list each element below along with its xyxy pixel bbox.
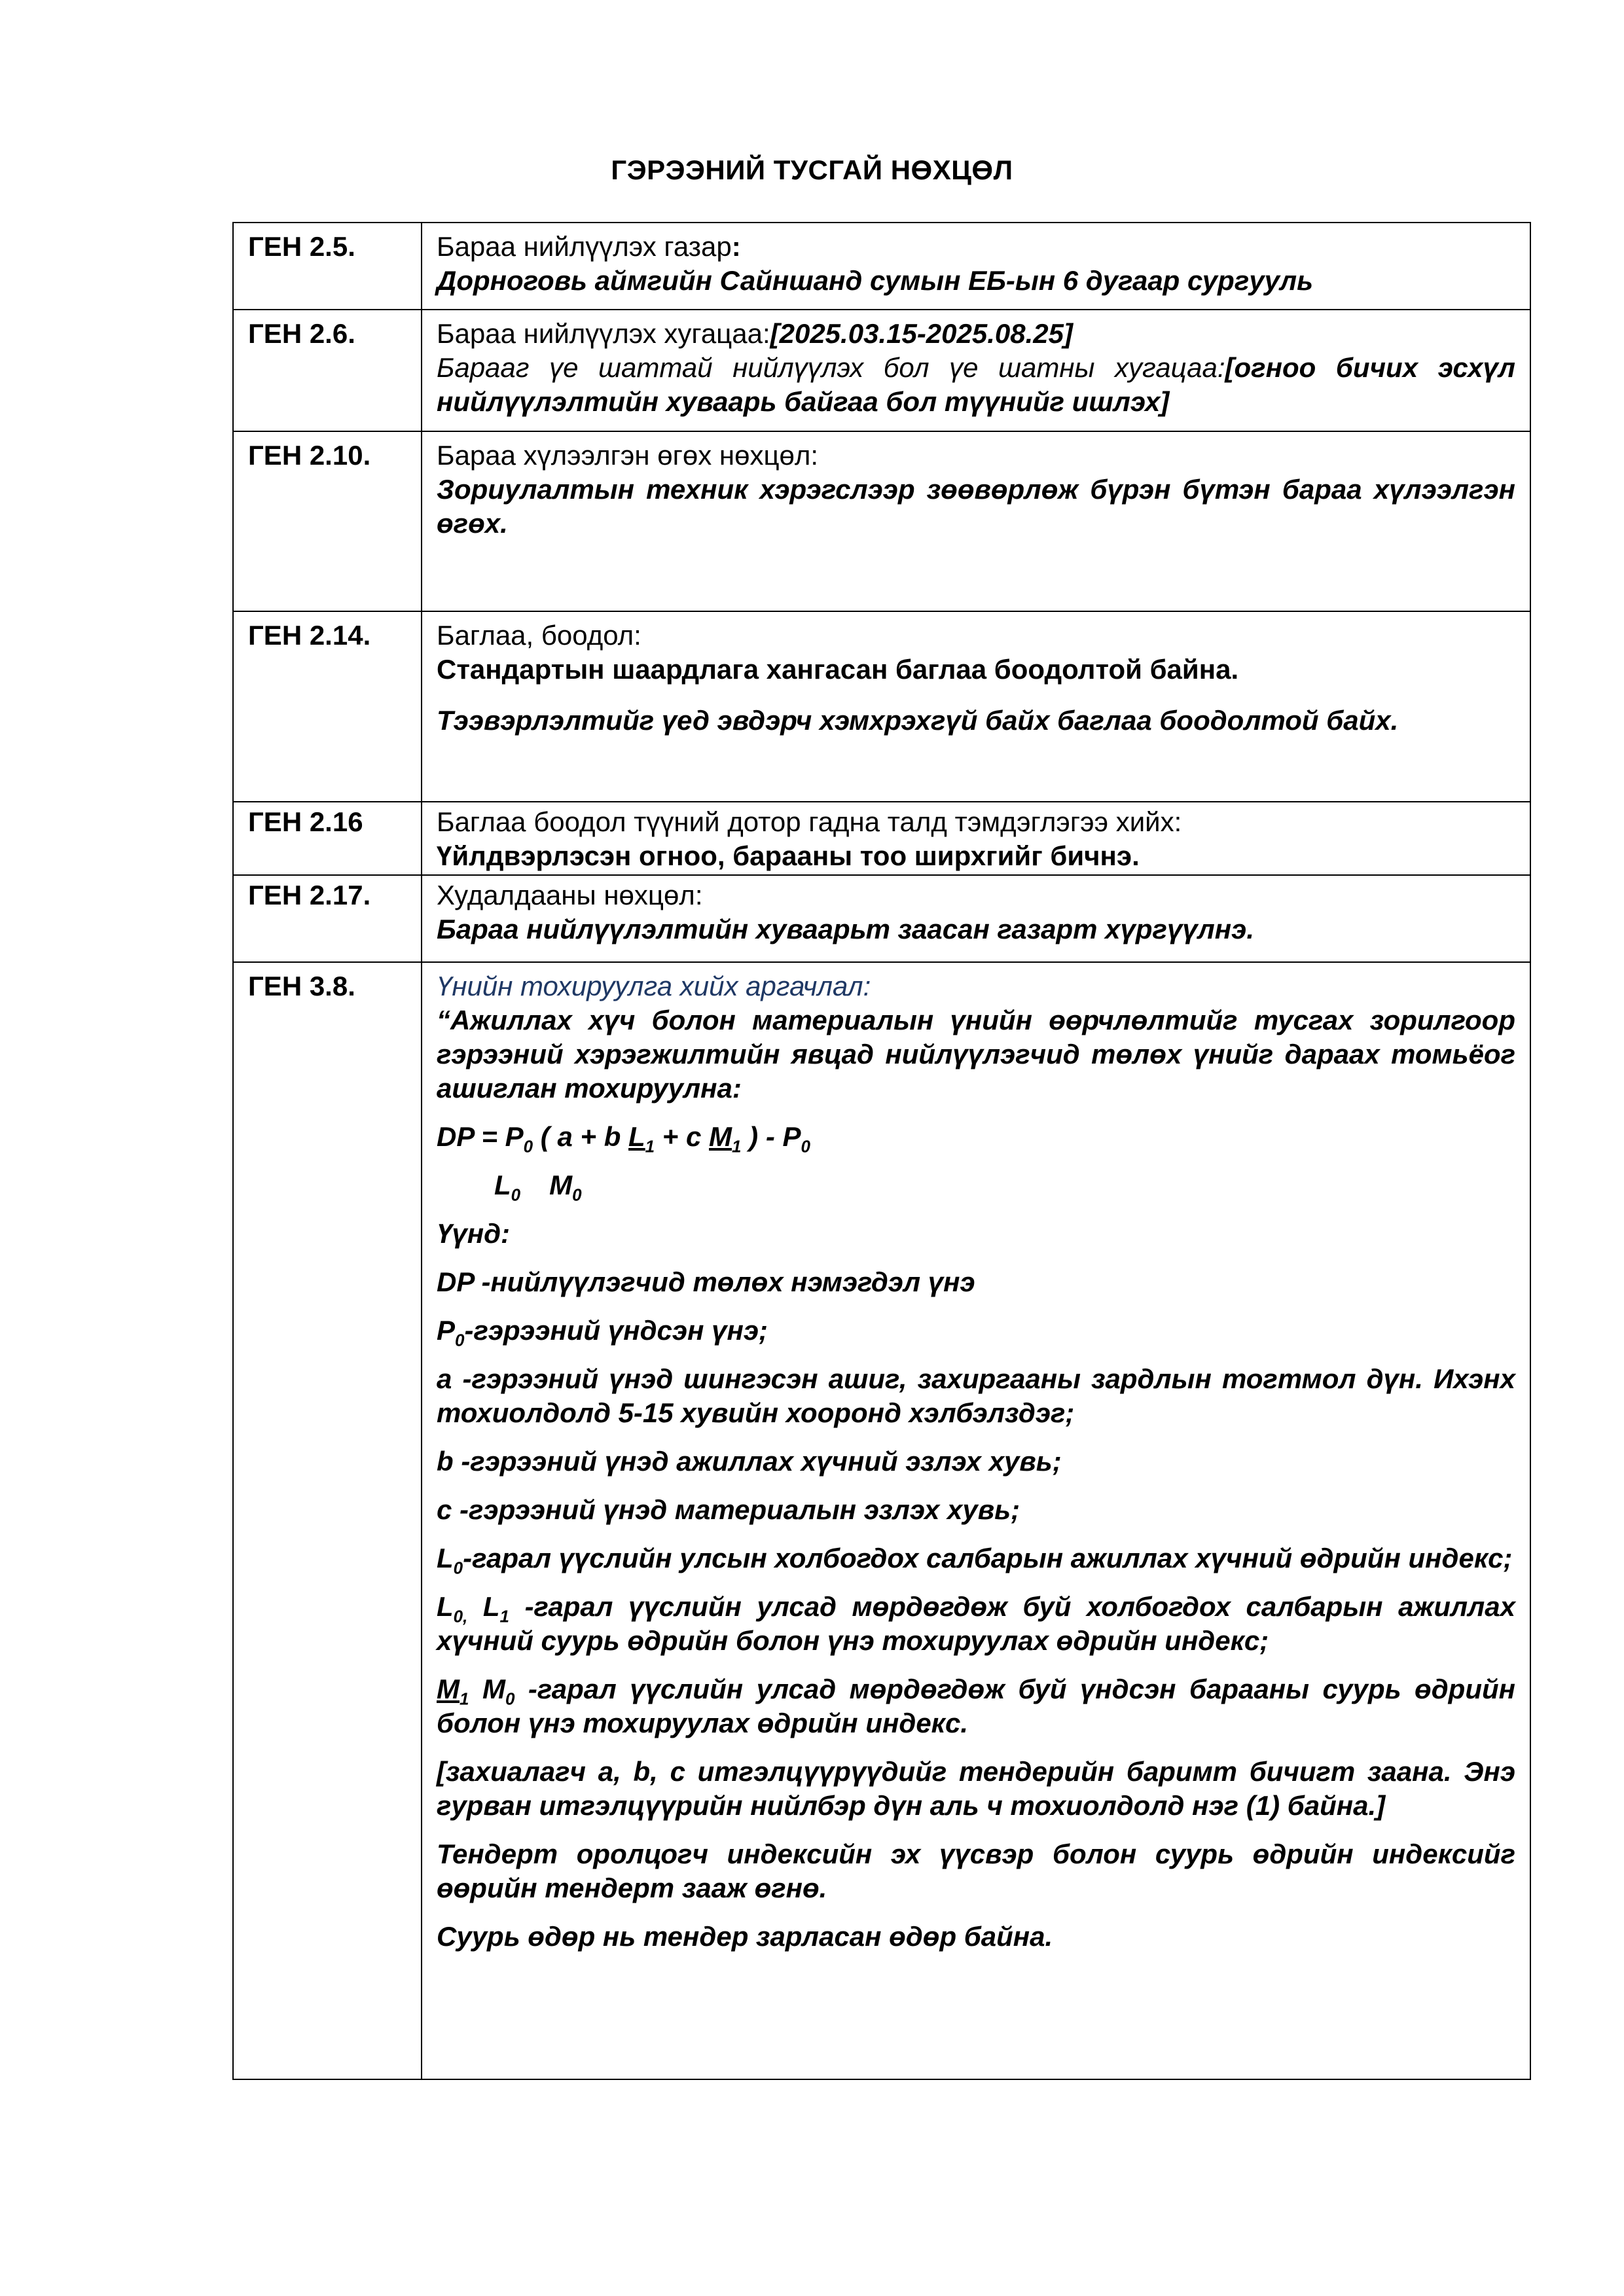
clause-value: Дорноговь аймгийн Сайншанд сумын ЕБ-ын 6 дугаар сургууль xyxy=(437,265,1314,296)
clause-label: Бараа хүлээлгэн өгөх нөхцөл: xyxy=(437,440,819,471)
page-title: ГЭРЭЭНИЙ ТУСГАЙ НӨХЦӨЛ xyxy=(611,154,1013,185)
clause-content xyxy=(422,431,1530,611)
def-symbol: L xyxy=(467,1591,500,1622)
clause-label: Худалдааны нөхцөл: xyxy=(437,880,703,910)
clause-value: Бараа нийлүүлэлтийн хуваарьт заасан газарт хүргүүлнэ. xyxy=(437,914,1255,944)
clause-subvalue: [огноо бичих эсхүл нийлүүлэлтийн хуваарь байгаа бол түүнийг ишлэх] xyxy=(437,352,1515,417)
tender-index-note: Тендерт оролцогч индексийн эх үүсвэр болон суурь өдрийн индексийг өөрийн тендерт зааж өгнө. xyxy=(437,1839,1515,1903)
def-text: -гарал үүслийн улсын холбогдох салбарын ажиллах хүчний өдрийн индекс; xyxy=(463,1543,1513,1573)
clause-code: ГЕН 2.10. xyxy=(233,431,422,611)
clause-label: Баглаа боодол түүний дотор гадна талд тэмдэглэгээ хийх: xyxy=(437,806,1182,837)
definition-m xyxy=(437,1672,1515,1740)
base-day-note: Суурь өдөр нь тендер зарласан өдөр байна. xyxy=(437,1921,1053,1952)
table-row xyxy=(233,310,1530,431)
clause-sublabel: Барааг үе шаттай нийлүүлэх бол үе шатны хугацаа: xyxy=(437,352,1225,383)
definition-p0 xyxy=(437,1314,1515,1348)
clause-value: Стандартын шаардлага хангасан баглаа боодолтой байна. xyxy=(437,654,1239,685)
special-conditions-table xyxy=(232,222,1531,2080)
adjustment-formula xyxy=(437,1120,1515,1157)
coefficient-note: [захиалагч a, b, c итгэлцүүрүүдийг тендерийн баримт бичигт заана. Энэ гурван итгэлцүүрийн нийлбэр дүн аль ч тохиолдолд нэг (1) байна.] xyxy=(437,1756,1515,1821)
adjustment-intro: “Ажиллах хүч болон материалын үнийн өөрчлөлтийг тусгах зорилгоор гэрээний хэрэгжилтийн явцад нийлүүлэгчид төлөх үнийг дараах томьёог ашиглан тохируулна: xyxy=(437,1005,1515,1103)
definition-b: b -гэрээний үнэд ажиллах хүчний эзлэх хувь; xyxy=(437,1446,1062,1477)
formula-denominators xyxy=(437,1168,1515,1205)
formula-subscript: 0 xyxy=(453,1558,463,1578)
def-text: -гэрээний үндсэн үнэ; xyxy=(464,1315,768,1346)
formula-part: ( a + b xyxy=(533,1121,629,1152)
formula-part: M xyxy=(709,1121,732,1152)
formula-subscript: 1 xyxy=(645,1136,655,1157)
def-symbol: P xyxy=(437,1315,456,1346)
where-label: Үүнд: xyxy=(437,1218,511,1249)
clause-value-2: Тээвэрлэлтийг үед эвдэрч хэмхрэхгүй байх баглаа боодолтой байх. xyxy=(437,705,1399,736)
clause-label: Бараа нийлүүлэх хугацаа: xyxy=(437,318,770,349)
formula-part: ) - P xyxy=(741,1121,801,1152)
clause-value: Зориулалтын техник хэрэгслээр зөөвөрлөж бүрэн бүтэн бараа хүлээлгэн өгөх. xyxy=(437,474,1515,539)
clause-code: ГЕН 2.6. xyxy=(233,310,422,431)
clause-code: ГЕН 3.8. xyxy=(233,962,422,2079)
formula-part: L xyxy=(628,1121,645,1152)
clause-content xyxy=(422,223,1530,310)
definition-l0-l1 xyxy=(437,1590,1515,1658)
table-row xyxy=(233,431,1530,611)
clause-content xyxy=(422,962,1530,2079)
definition-a: a -гэрээний үнэд шингэсэн ашиг, захиргааны зардлын тогтмол дүн. Ихэнх тохиолдолд 5-15 хувийн хооронд хэлбэлздэг; xyxy=(437,1363,1515,1428)
def-symbol: M xyxy=(469,1674,505,1704)
clause-value: Үйлдвэрлэсэн огноо, барааны тоо ширхгийг бичнэ. xyxy=(437,840,1140,871)
clause-label-colon: : xyxy=(731,231,741,262)
formula-subscript: 1 xyxy=(732,1136,742,1157)
clause-content xyxy=(422,310,1530,431)
definition-l0 xyxy=(437,1541,1515,1578)
def-symbol: L xyxy=(437,1543,454,1573)
formula-part: + c xyxy=(655,1121,710,1152)
definition-dp: DP -нийлүүлэгчид төлөх нэмэгдэл үнэ xyxy=(437,1266,975,1297)
clause-code: ГЕН 2.16 xyxy=(233,802,422,875)
def-symbol: M xyxy=(437,1674,460,1704)
clause-label: Үнийн тохируулга хийх аргачлал: xyxy=(437,971,871,1001)
def-text: -гарал үүслийн улсад мөрдөгдөж буй холбогдох салбарын ажиллах хүчний суурь өдрийн болон үнэ тохируулах өдрийн индекс; xyxy=(437,1591,1515,1656)
formula-subscript: 0, xyxy=(453,1606,468,1626)
table-row xyxy=(233,802,1530,875)
formula-subscript: 1 xyxy=(460,1689,469,1709)
denominator-m: M xyxy=(549,1170,573,1200)
formula-subscript: 0 xyxy=(511,1185,521,1205)
formula-subscript: 0 xyxy=(523,1136,533,1157)
definition-c: c -гэрээний үнэд материалын эзлэх хувь; xyxy=(437,1494,1020,1525)
denominator-l: L xyxy=(494,1170,511,1200)
clause-value: [2025.03.15-2025.08.25] xyxy=(770,318,1073,349)
clause-label: Бараа нийлүүлэх газар xyxy=(437,231,732,262)
clause-code: ГЕН 2.5. xyxy=(233,223,422,310)
formula-subscript: 0 xyxy=(801,1136,810,1157)
formula-subscript: 0 xyxy=(572,1185,582,1205)
def-text: -гарал үүслийн улсад мөрдөгдөж буй үндсэн барааны суурь өдрийн болон үнэ тохируулах өдрийн индекс. xyxy=(437,1674,1516,1738)
formula-subscript: 0 xyxy=(455,1330,465,1350)
formula-part: DP = P xyxy=(437,1121,524,1152)
clause-content xyxy=(422,611,1530,802)
def-symbol: L xyxy=(437,1591,454,1622)
table-row xyxy=(233,223,1530,310)
formula-subscript: 0 xyxy=(505,1689,515,1709)
table-row xyxy=(233,962,1530,2079)
table-row xyxy=(233,611,1530,802)
clause-code: ГЕН 2.14. xyxy=(233,611,422,802)
clause-code: ГЕН 2.17. xyxy=(233,875,422,962)
clause-content xyxy=(422,875,1530,962)
table-row xyxy=(233,875,1530,962)
clause-label: Баглаа, боодол: xyxy=(437,620,641,651)
clause-content xyxy=(422,802,1530,875)
formula-subscript: 1 xyxy=(499,1606,510,1626)
